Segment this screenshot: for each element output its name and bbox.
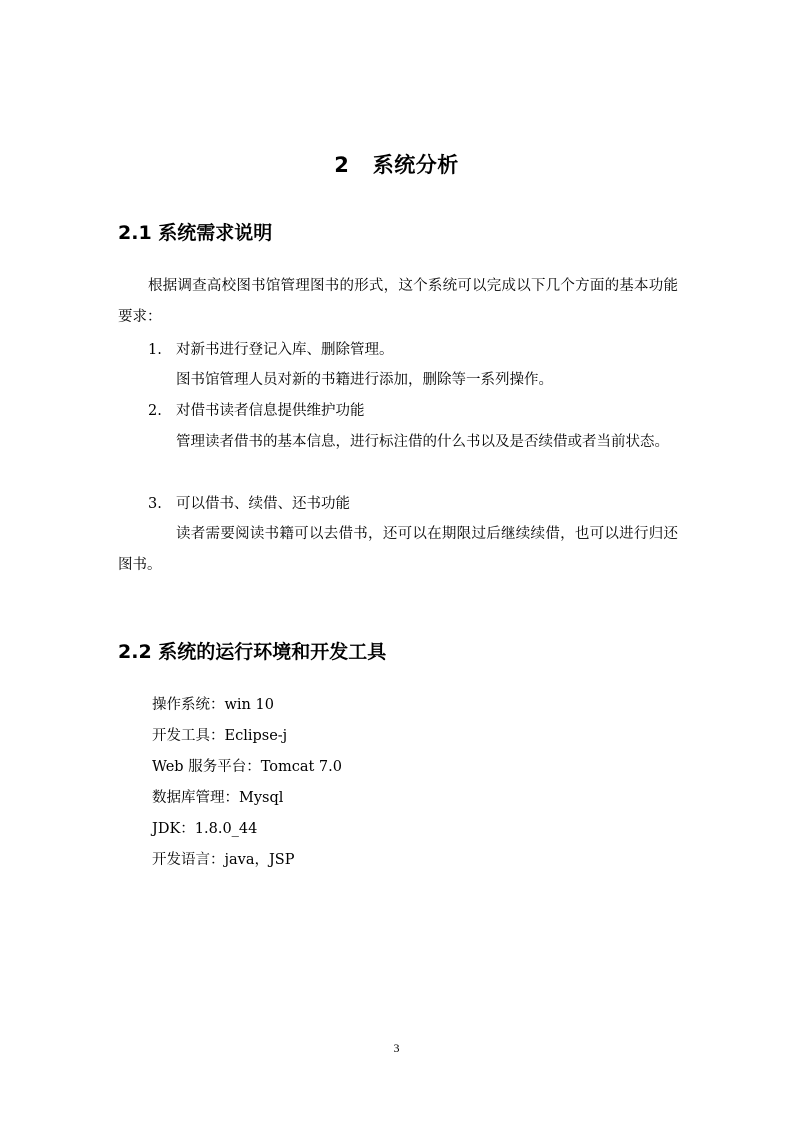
environment-list (152, 690, 342, 876)
page-number: 3 (393, 1041, 400, 1055)
env-dev-tool: 开发工具：Eclipse-j (152, 728, 288, 744)
chapter-title: 2 系统分析 (334, 153, 459, 177)
env-web-server: Web 服务平台：Tomcat 7.0 (152, 759, 342, 775)
list-item-2 (148, 396, 678, 427)
list-item-title: 可以借书、续借、还书功能 (176, 496, 350, 512)
list-item-1-description: 图书馆管理人员对新的书籍进行添加，删除等一系列操作。 (176, 372, 553, 388)
list-item-number: 1. (148, 342, 162, 358)
list-item-title: 对借书读者信息提供维护功能 (176, 403, 365, 419)
section-intro-paragraph: 根据调查高校图书馆管理图书的形式，这个系统可以完成以下几个方面的基本功能要求： (118, 278, 678, 325)
list-item-3-description: 读者需要阅读书籍可以去借书，还可以在期限过后继续续借，也可以进行归还图书。 (118, 526, 678, 573)
env-language: 开发语言：java，JSP (152, 852, 295, 868)
list-item-1 (148, 335, 678, 366)
section-heading-2-2: 2.2 系统的运行环境和开发工具 (118, 641, 387, 663)
env-database: 数据库管理：Mysql (152, 790, 284, 806)
env-os: 操作系统：win 10 (152, 697, 274, 713)
list-item-number: 2. (148, 403, 162, 419)
list-item-number: 3. (148, 496, 162, 512)
list-item-2-description: 管理读者借书的基本信息，进行标注借的什么书以及是否续借或者当前状态。 (176, 434, 669, 450)
section-heading-2-1: 2.1 系统需求说明 (118, 222, 273, 244)
list-item-3 (148, 489, 678, 520)
list-item-title: 对新书进行登记入库、删除管理。 (176, 342, 394, 358)
env-jdk: JDK：1.8.0_44 (152, 821, 258, 837)
